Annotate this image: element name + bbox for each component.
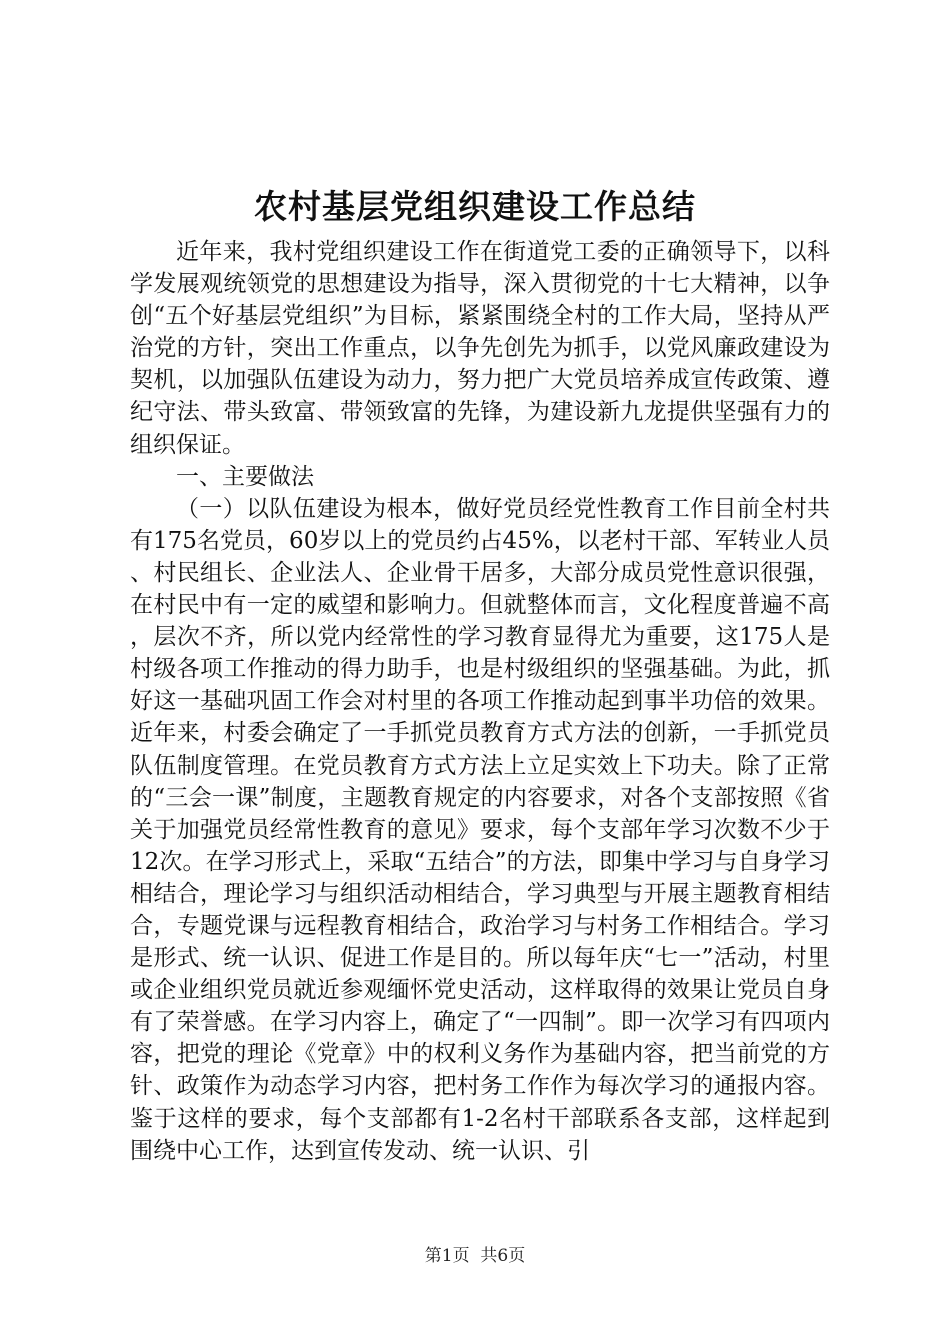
- page-footer: [0, 1244, 950, 1268]
- page-number: 第1页: [424, 1246, 470, 1266]
- intro-paragraph: 近年来，我村党组织建设工作在街道党工委的正确领导下，以科学发展观统领党的思想建设为指导，深入贯彻党的十七大精神，以争创“五个好基层党组织”为目标，紧紧围绕全村的工作大局，坚持从严治党的方针，突出工作重点，以争先创先为抓手，以党风廉政建设为契机，以加强队伍建设为动力，努力把广大党员培养成宣传政策、遵纪守法、带头致富、带领致富的先锋，为建设新九龙提供坚强有力的组织保证。: [130, 239, 830, 458]
- section-1-paragraph: （一）以队伍建设为根本，做好党员经党性教育工作目前全村共有175名党员，60岁以上的党员约占45%，以老村干部、军转业人员、村民组长、企业法人、企业骨干居多，大部分成员党性意识很强，在村民中有一定的威望和影响力。但就整体而言，文化程度普遍不高，层次不齐，所以党内经常性的学习教育显得尤为重要，这175人是村级各项工作推动的得力助手，也是村级组织的坚强基础。为此，抓好这一基础巩固工作会对村里的各项工作推动起到事半功倍的效果。近年来，村委会确定了一手抓党员教育方式方法的创新，一手抓党员队伍制度管理。在党员教育方式方法上立足实效上下功夫。除了正常的“三会一课”制度，主题教育规定的内容要求，对各个支部按照《省关于加强党员经常性教育的意见》要求，每个支部年学习次数不少于12次。在学习形式上，采取“五结合”的方法，即集中学习与自身学习相结合，理论学习与组织活动相结合，学习典型与开展主题教育相结合，专题党课与远程教育相结合，政治学习与村务工作相结合。学习是形式、统一认识、促进工作是目的。所以每年庆“七一”活动，村里或企业组织党员就近参观缅怀党史活动，这样取得的效果让党员自身有了荣誉感。在学习内容上，确定了“一四制”。即一次学习有四项内容，把党的理论《党章》中的权利义务作为基础内容，把当前党的方针、政策作为动态学习内容，把村务工作作为每次学习的通报内容。鉴于这样的要求，每个支部都有1-2名村干部联系各支部，这样起到围绕中心工作，达到宣传发动、统一认识、引: [130, 495, 830, 1164]
- page-total: 共6页: [480, 1246, 526, 1266]
- document-title: 农村基层党组织建设工作总结: [254, 187, 696, 226]
- section-heading-main-practices: 一、主要做法: [176, 463, 314, 490]
- document-body: [130, 236, 830, 1167]
